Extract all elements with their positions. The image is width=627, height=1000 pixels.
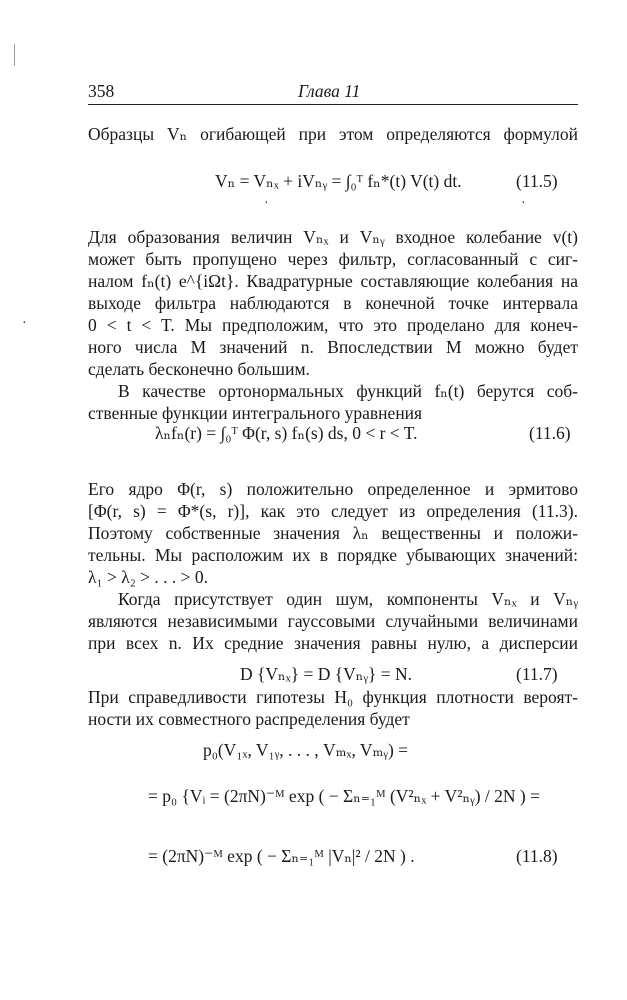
header-rule [88,104,578,105]
paragraph-2-line: может быть пропущено через фильтр, согласованный с сиг- [88,249,578,269]
paragraph-4-line: [Φ(r, s) = Φ*(s, r)], как это следует из определения (11.3). [88,501,578,521]
stray-dot: · [264,196,269,211]
equation-number-11-6: (11.6) [529,423,571,443]
paragraph-3-line: В качестве ортонормальных функций fₙ(t) берутся соб- [118,381,578,401]
paragraph-2-line: ного числа M значений n. Впоследствии M можно будет [88,337,578,357]
equation-number-11-5: (11.5) [516,171,558,191]
page-number: 358 [88,81,115,101]
running-title: Глава 11 [298,81,361,101]
paragraph-4-line: тельны. Мы расположим их в порядке убывающих значений: [88,545,578,565]
equation-11-8-line-2: = p₀ {Vᵢ = (2πN)⁻ᴹ exp ( − Σₙ₌₁ᴹ (V²ₙₓ + V²ₙᵧ) / 2N ) = [148,786,540,806]
paragraph-3-line: ственные функции интегрального уравнения [88,403,423,423]
paragraph-1: Образцы Vₙ огибающей при этом определяются формулой [88,124,578,144]
paragraph-4-line: λ₁ > λ₂ > . . . > 0. [88,567,209,587]
paragraph-6-line: При справедливости гипотезы H₀ функция плотности вероят- [88,687,578,707]
paragraph-2-line: Для образования величин Vₙₓ и Vₙᵧ входное колебание v(t) [88,227,578,247]
equation-number-11-8: (11.8) [516,846,558,866]
paragraph-5-line: являются независимыми гауссовыми случайными величинами [88,611,578,631]
paragraph-5-line: при всех n. Их средние значения равны нулю, а дисперсии [88,633,578,653]
scan-edge-mark [14,44,15,66]
equation-11-8-line-1: p₀(V₁ₓ, V₁ᵧ, . . . , Vₘₓ, Vₘᵧ) = [203,740,409,760]
equation-11-6: λₙfₙ(r) = ∫₀ᵀ Φ(r, s) fₙ(s) ds, 0 < r < T. [155,423,418,443]
equation-11-5: Vₙ = Vₙₓ + iVₙᵧ = ∫₀ᵀ fₙ*(t) V(t) dt. [215,171,462,191]
stray-dot: · [521,196,526,211]
paragraph-2-line: налом fₙ(t) e^{iΩt}. Квадратурные составляющие колебания на [88,271,578,291]
stray-dot: · [22,316,27,331]
paragraph-2-line: 0 < t < T. Мы предположим, что это проделано для конеч- [88,315,578,335]
paragraph-4-line: Поэтому собственные значения λₙ вещественны и положи- [88,523,578,543]
paragraph-6-line: ности их совместного распределения будет [88,709,410,729]
equation-number-11-7: (11.7) [516,664,558,684]
equation-11-7: D {Vₙₓ} = D {Vₙᵧ} = N. [240,664,413,684]
paragraph-5-line: Когда присутствует один шум, компоненты Vₙₓ и Vₙᵧ [118,589,578,609]
equation-11-8-line-3: = (2πN)⁻ᴹ exp ( − Σₙ₌₁ᴹ |Vₙ|² / 2N ) . [148,846,415,866]
paragraph-4-line: Его ядро Φ(r, s) положительно определенное и эрмитово [88,479,578,499]
paragraph-2-line: сделать бесконечно большим. [88,359,310,379]
paragraph-2-line: выходе фильтра наблюдаются в конечной точке интервала [88,293,578,313]
